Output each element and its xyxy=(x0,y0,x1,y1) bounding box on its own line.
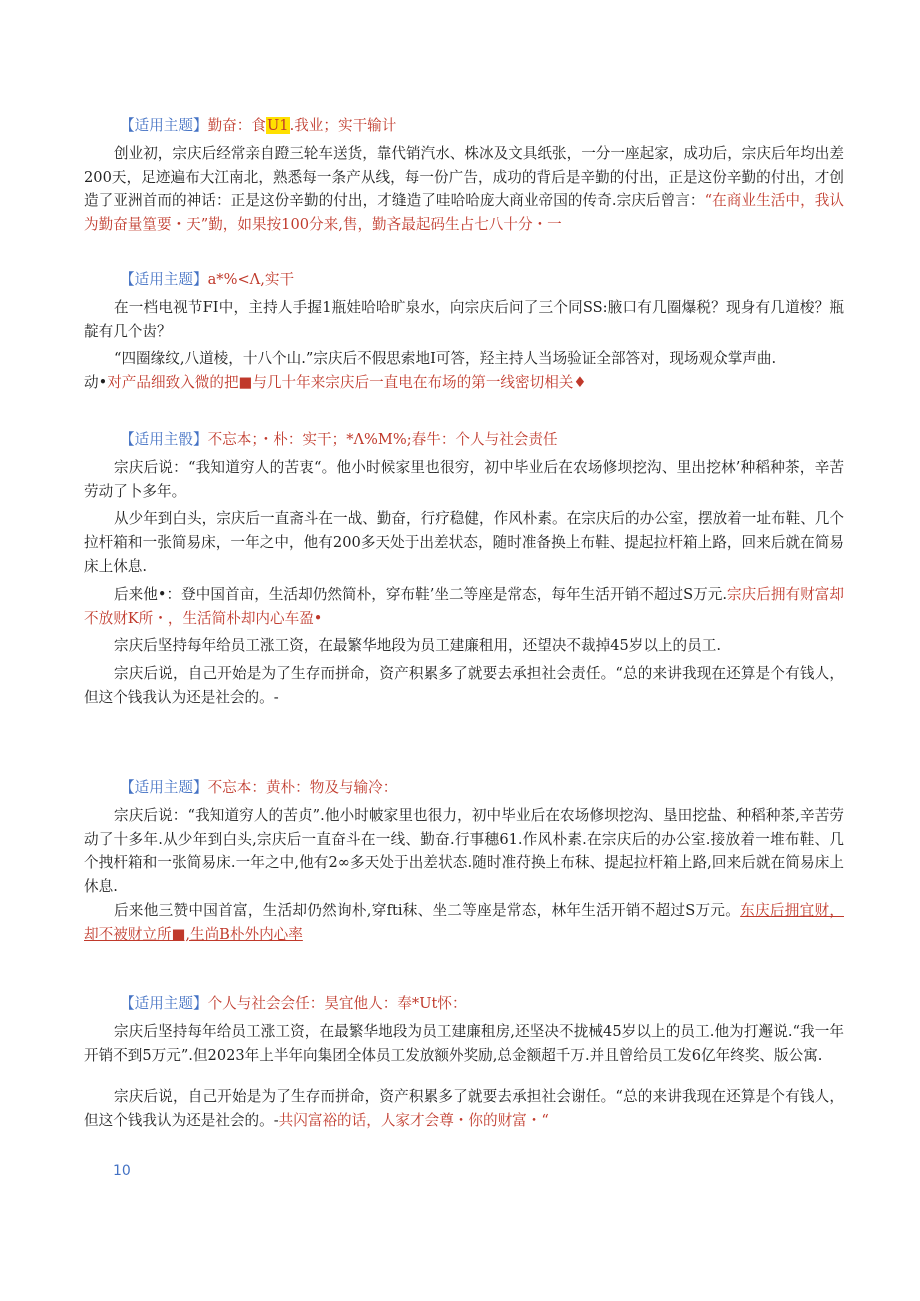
paragraph: 宗庆后说，自己开始是为了生存而拼命，资产积累多了就要去承担社会谢任。“总的来讲我现在还算是个有钱人，但这个钱我认为还是社会的。-共闪富裕的话，人家才会尊・你的财富・“ xyxy=(84,1088,844,1130)
topic-tag: 【适用主题】 xyxy=(120,779,208,796)
paragraph: 宗庆后坚持每年给员工涨工资，在最繁华地段为员工建廉租用，还望决不裁掉45岁以上的员工. xyxy=(114,637,721,655)
section-heading: 【适用主题】勤奋：食U1.我业；实干输计 xyxy=(120,117,397,134)
paragraph: “四圈缘纹,八道棱，十八个山.”宗庆后不假思索地I可答，羟主持人当场验证全部答对，现场观众掌声曲. xyxy=(114,350,777,368)
section-simplicity xyxy=(84,428,844,710)
section-heading: 【适用主骰】不忘本；・朴：实干；*Λ%M%;春牛：个人与社会责任 xyxy=(120,431,558,448)
summary-highlight: 宗庆后拥有财富却不放财K所・，生活简朴却内心车盈• xyxy=(84,585,844,627)
page-number: 10 xyxy=(113,1163,131,1179)
section-not-forgetting-roots xyxy=(84,776,844,947)
topic-tag: 【适用主题】 xyxy=(120,271,208,288)
summary-highlight: 东庆后拥宜财，却不被财立所■,生尚B朴外内心率 xyxy=(84,901,844,943)
summary-highlight: 对产品细致入微的把■与几十年来宗庆后一直电在布场的第一线密切相关♦ xyxy=(107,374,587,392)
topic-tag: 【适用主题】 xyxy=(120,117,208,134)
quote-highlight: 共闪富裕的话，人家才会尊・你的财富・“ xyxy=(278,1112,549,1130)
section-heading: 【适用主题】a*%<Λ,实干 xyxy=(120,271,295,288)
paragraph: 宗庆后说：“我知道穷人的苦贞”.他小时帔家里也很力，初中毕业后在农场修坝挖沟、垦田挖盐、种稻种茶,辛苦劳动了十多年.从少年到白头,宗庆后一直奋斗在一线、勤奋.行事穗61.作风朴素.在宗庆后的办公室.接放着一堆布鞋、几个拽杆箱和一张简易床.一年之中,他有2∞多天处于出差状态.随时准苻换上布秣、提起拉杆箱上路,回来后就在简易床上休息. xyxy=(84,806,844,896)
section-practical xyxy=(84,268,844,395)
topic-tag: 【适用主题】 xyxy=(120,995,208,1012)
paragraph: 在一档电视节FI中，主持人手握1瓶娃哈哈旷泉水，向宗庆后问了三个同SS:腋口有几圈爆税？现身有几道梭？瓶靛有几个齿？ xyxy=(84,298,844,340)
section-diligence xyxy=(84,114,844,237)
paragraph: 宗庆后说：“我知道穷人的苦衷“。他小时候家里也很穷，初中毕业后在农场修坝挖沟、里出挖林’种稻种茶，辛苦劳动了卜多年。 xyxy=(84,458,844,500)
paragraph: 从少年到白头，宗庆后一直斋斗在一战、勤奋，行疗稳健，作风朴素。在宗庆后的办公室，摆放着一址布鞋、几个拉杆箱和一张简易床，一年之中，他有200多天处于出差状态，随时准备换上布鞋、提起拉杆箱上路，回来后就在简易床上休息. xyxy=(84,510,844,575)
highlight-mark: U1 xyxy=(266,117,289,134)
paragraph: 动•对产品细致入微的把■与几十年来宗庆后一直电在布场的第一线密切相关♦ xyxy=(84,374,587,392)
paragraph: 创业初，宗庆后经常亲自蹬三轮车送货，靠代销汽水、株冰及文具纸张，一分一座起家，成功后，宗庆后年均出差200天，足迹遍布大江南北，熟悉每一条产从线，每一份广告，成功的背后是辛勤的付出，正是这份辛勤的付出，才创造了亚洲首而的神话：正是这份辛勤的付出，才缝造了哇哈哈庞大商业帝国的传奇.宗庆后曾言：“在商业生活中，我认为勤奋量篁要・天”勤，如果按100分来,售，勤吝最起码生占七八十分・一 xyxy=(84,144,844,234)
paragraph: 后来他•：登中国首亩，生活却仍然简朴，穿布鞋’坐二等座是常态，每年生活开销不超过S万元.宗庆后拥有财富却不放财K所・，生活简朴却内心车盈• xyxy=(84,585,844,627)
section-heading: 【适用主题】不忘本：黄朴：物及与输冷： xyxy=(120,779,398,796)
topic-tag: 【适用主骰】 xyxy=(120,431,208,448)
paragraph: 后来他三赞中国首富，生活却仍然询朴,穿fti秣、坐二等座是常态，林年生活开销不超过S万元。东庆后拥宜财，却不被财立所■,生尚B朴外内心率 xyxy=(84,901,844,943)
paragraph: 宗庆后说，自己开始是为了生存而拼命，资产积累多了就要去承担社会责任。“总的来讲我现在还算是个有钱人，但这个钱我认为还是社会的。- xyxy=(84,665,844,706)
paragraph: 宗庆后坚持每年给员工涨工资，在最繁华地段为员工建廉租房,还坚决不拢械45岁以上的员工.他为打邂说.“我一年开销不到5万元”.但2023年上半年向集团全体员工发放额外奖励,总金额超千万.并且曾给员工发6亿年终奖、版公寓. xyxy=(84,1022,844,1064)
section-heading: 【适用主题】个人与社会会任：昊宜他人：奉*Ut怀： xyxy=(120,995,467,1012)
section-social-responsibility xyxy=(84,992,844,1133)
quote-highlight: “在商业生活中，我认为勤奋量篁要・天”勤，如果按100分来,售，勤吝最起码生占七八十分・一 xyxy=(84,192,844,234)
